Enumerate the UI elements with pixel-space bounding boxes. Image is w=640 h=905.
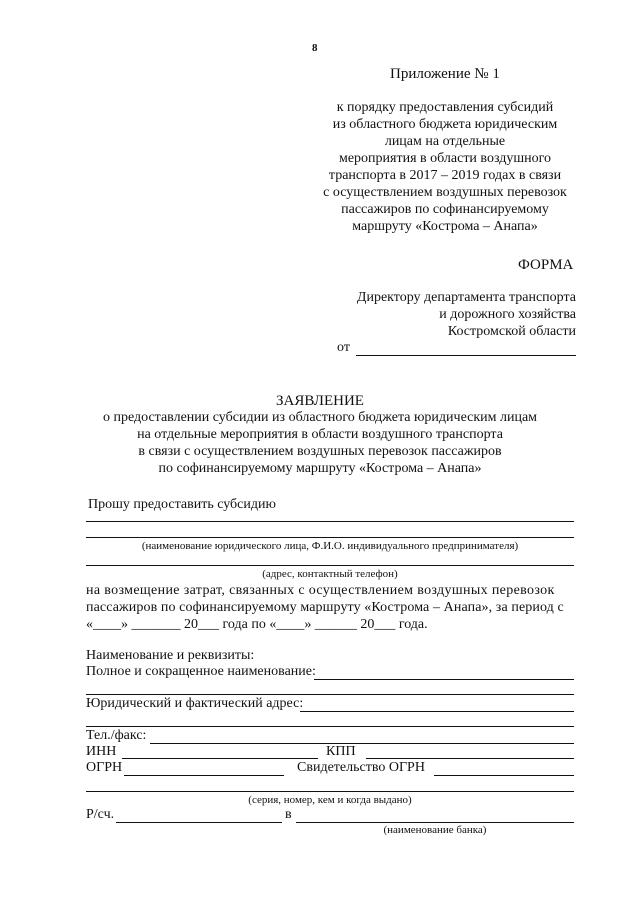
statement-subtitle: на отдельные мероприятия в области воздушного транспорта bbox=[137, 427, 503, 442]
addressee-line: Костромской области bbox=[447, 324, 576, 339]
inn-label: ИНН bbox=[86, 744, 117, 759]
paragraph-line: на возмещение затрат, связанных с осуществлением воздушных перевозок bbox=[86, 583, 555, 598]
appendix-line: из областного бюджета юридическим bbox=[332, 117, 558, 132]
full-name-label: Полное и сокращенное наименование: bbox=[86, 664, 316, 679]
applicant-name-field-2[interactable] bbox=[86, 537, 574, 538]
ogrn-label: ОГРН bbox=[86, 760, 123, 775]
caption-address: (адрес, контактный телефон) bbox=[262, 568, 398, 580]
request-text: Прошу предоставить субсидию bbox=[88, 497, 276, 512]
inn-field[interactable] bbox=[122, 758, 318, 759]
applicant-name-field[interactable] bbox=[86, 521, 574, 522]
appendix-line: пассажиров по софинансируемому bbox=[341, 202, 549, 217]
statement-subtitle: в связи с осуществлением воздушных перевозок пассажиров bbox=[138, 444, 502, 459]
appendix-line: маршруту «Кострома – Анапа» bbox=[352, 219, 538, 234]
full-name-field[interactable] bbox=[314, 679, 574, 680]
appendix-line: к порядку предоставления субсидий bbox=[336, 100, 554, 115]
kpp-field[interactable] bbox=[366, 758, 574, 759]
appendix-title: Приложение № 1 bbox=[390, 66, 500, 82]
requisites-heading: Наименование и реквизиты: bbox=[86, 648, 255, 663]
statement-subtitle: по софинансируемому маршруту «Кострома – Анапа» bbox=[158, 461, 482, 476]
appendix-line: лицам на отдельные bbox=[384, 134, 506, 149]
from-label: от bbox=[337, 340, 350, 355]
caption-bank: (наименование банка) bbox=[383, 824, 487, 836]
cert-label: Свидетельство ОГРН bbox=[297, 760, 425, 775]
ogrn-field[interactable] bbox=[124, 775, 284, 776]
cert-field[interactable] bbox=[434, 775, 574, 776]
statement-subtitle: о предоставлении субсидии из областного бюджета юридическим лицам bbox=[102, 410, 538, 425]
phone-field[interactable] bbox=[150, 743, 574, 744]
full-name-field-2[interactable] bbox=[86, 694, 574, 695]
statement-title: ЗАЯВЛЕНИЕ bbox=[276, 393, 364, 409]
form-label: ФОРМА bbox=[518, 257, 574, 273]
address-field[interactable] bbox=[86, 565, 574, 566]
from-field[interactable] bbox=[356, 355, 576, 356]
phone-label: Тел./факс: bbox=[86, 728, 147, 743]
caption-cert: (серия, номер, кем и когда выдано) bbox=[248, 794, 412, 806]
addressee-line: и дорожного хозяйства bbox=[439, 307, 576, 322]
appendix-line: с осуществлением воздушных перевозок bbox=[323, 185, 567, 200]
account-field[interactable] bbox=[116, 822, 282, 823]
cert-field-2[interactable] bbox=[86, 791, 574, 792]
bank-field[interactable] bbox=[296, 822, 574, 823]
appendix-line: транспорта в 2017 – 2019 годах в связи bbox=[328, 168, 562, 183]
period-line: «____» _______ 20___ года по «____» ______ 20___ года. bbox=[86, 617, 428, 632]
legal-address-field-2[interactable] bbox=[86, 726, 574, 727]
account-label: Р/сч. bbox=[86, 807, 115, 822]
bank-in-label: в bbox=[285, 807, 292, 822]
addressee-line: Директору департамента транспорта bbox=[356, 290, 576, 305]
legal-address-field[interactable] bbox=[300, 711, 574, 712]
kpp-label: КПП bbox=[326, 744, 356, 759]
address-label: Юридический и фактический адрес: bbox=[86, 696, 304, 711]
page-number: 8 bbox=[312, 42, 318, 54]
appendix-line: мероприятия в области воздушного bbox=[338, 151, 552, 166]
caption-name: (наименование юридического лица, Ф.И.О. индивидуального предпринимателя) bbox=[141, 540, 519, 552]
paragraph-line: пассажиров по софинансируемому маршруту «Кострома – Анапа», за период с bbox=[86, 600, 564, 615]
